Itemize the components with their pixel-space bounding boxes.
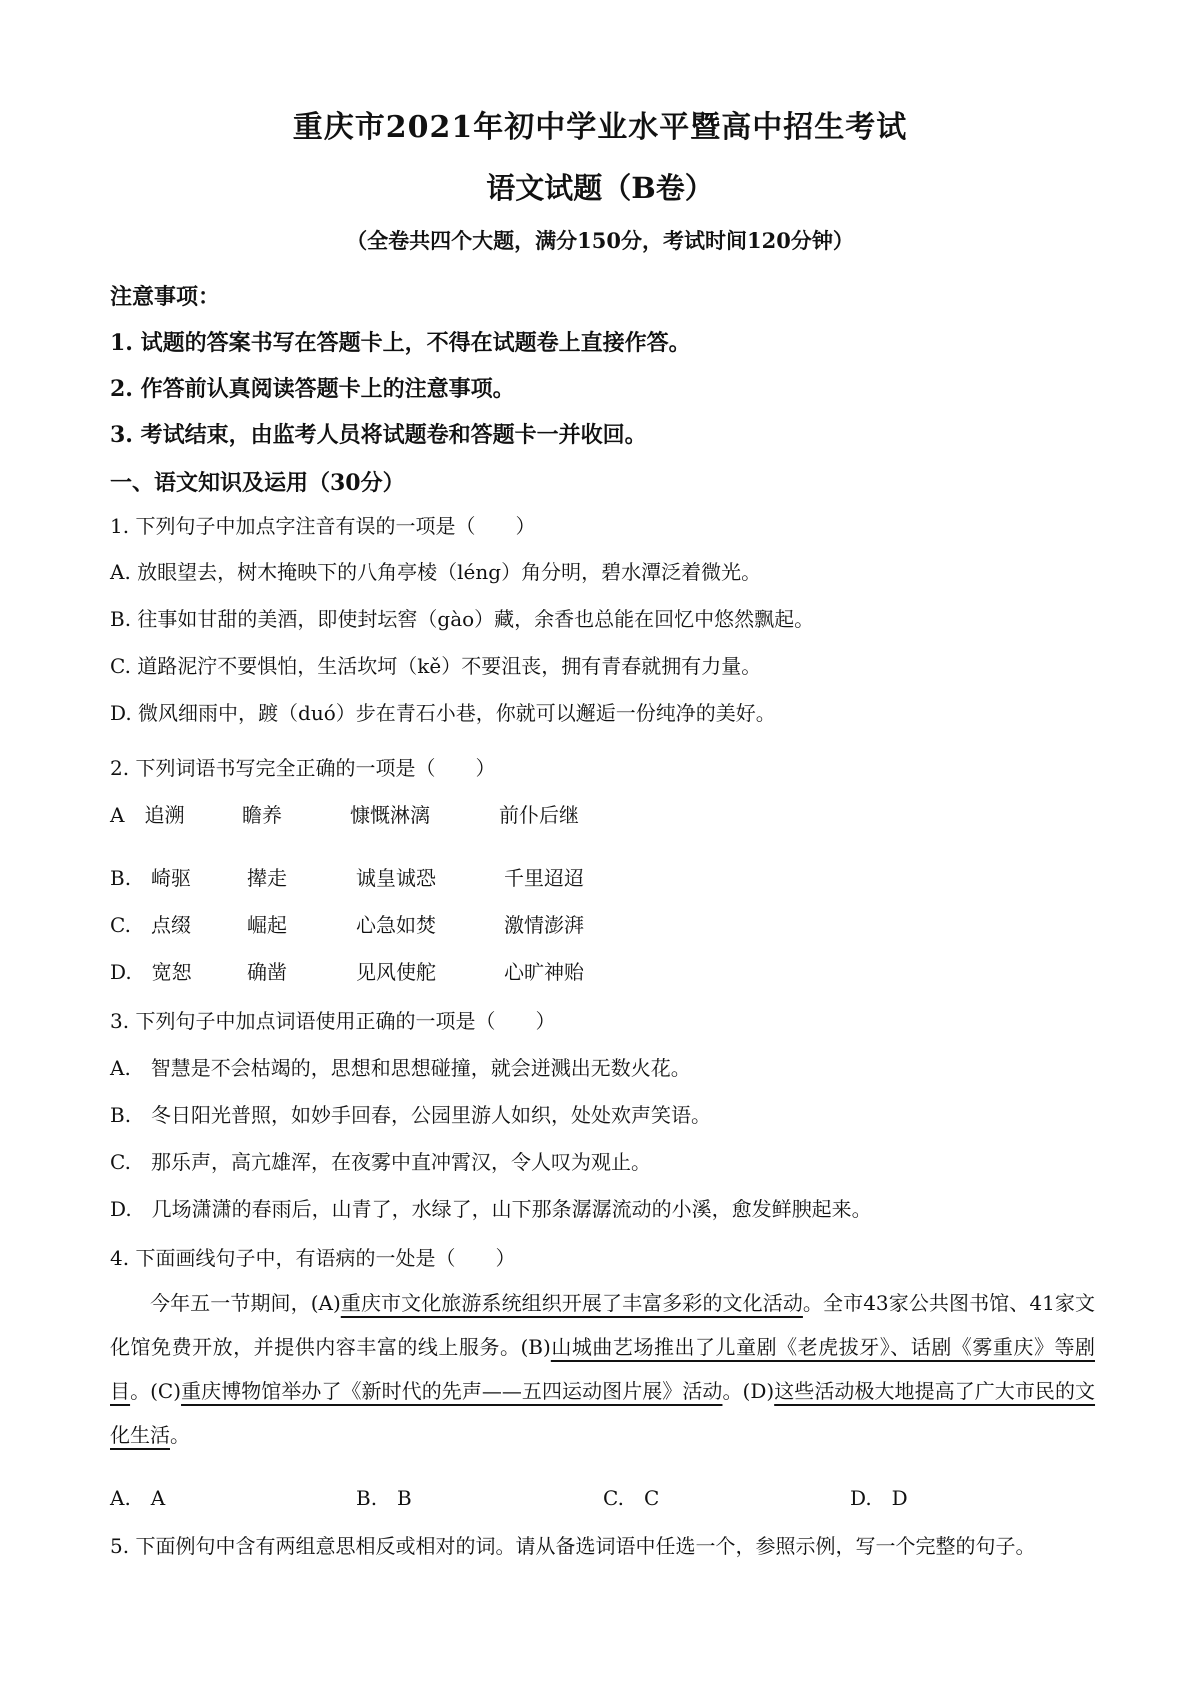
notice-heading: 注意事项： xyxy=(110,284,221,310)
q1-option-b: B. 往事如甘甜的美酒，即使封坛窖（gào）藏，余香也总能在回忆中悠然飘起。 xyxy=(110,607,815,631)
q2-b-3: 诚皇诚恐 xyxy=(356,866,436,890)
q2-a-4: 前仆后继 xyxy=(499,803,579,827)
q2-c-2: 崛起 xyxy=(247,913,287,937)
q2-a-3: 慷慨淋漓 xyxy=(350,803,430,827)
q4-sentence-a: 重庆市文化旅游系统组织开展了丰富多彩的文化活动 xyxy=(340,1291,803,1315)
q3-stem: 3. 下列句子中加点词语使用正确的一项是（ ） xyxy=(110,1009,556,1033)
q4-stem: 4. 下面画线句子中，有语病的一处是（ ） xyxy=(110,1246,516,1270)
exam-subtitle: 语文试题（B卷） xyxy=(486,171,714,205)
notice-item-3: 3. 考试结束，由监考人员将试题卷和答题卡一并收回。 xyxy=(110,422,647,448)
q1-option-a: A. 放眼望去，树木掩映下的八角亭棱（léng）角分明，碧水潭泛着微光。 xyxy=(110,560,762,584)
q2-c-4: 激情澎湃 xyxy=(504,913,584,937)
q2-a-1: A 追溯 xyxy=(110,803,185,827)
q2-d-3: 见风使舵 xyxy=(356,960,436,984)
q4-passage-text-1: 今年五一节期间，(A) xyxy=(150,1291,341,1315)
q2-stem: 2. 下列词语书写完全正确的一项是（ ） xyxy=(110,756,496,780)
q2-b-2: 撵走 xyxy=(247,866,287,890)
notice-item-2: 2. 作答前认真阅读答题卡上的注意事项。 xyxy=(110,376,515,402)
q4-sentence-c: 重庆博物馆举办了《新时代的先声——五四运动图片展》活动 xyxy=(181,1379,723,1403)
notice-item-1: 1. 试题的答案书写在答题卡上，不得在试题卷上直接作答。 xyxy=(110,330,691,356)
q2-c-3: 心急如焚 xyxy=(356,913,436,937)
q4-choice-a: A. A xyxy=(110,1486,166,1510)
q4-sentence-d: 这些活动极大地提高了广大市民的文化生活 xyxy=(110,1379,1096,1447)
q3-option-a: A. 智慧是不会枯竭的，思想和思想碰撞，就会迸溅出无数火花。 xyxy=(110,1056,691,1080)
q4-choice-d: D. D xyxy=(850,1486,908,1510)
q3-option-b: B. 冬日阳光普照，如妙手回春，公园里游人如织，处处欢声笑语。 xyxy=(110,1103,712,1127)
q4-passage-text-5: 。 xyxy=(170,1423,190,1447)
q2-b-4: 千里迢迢 xyxy=(504,866,584,890)
q4-choice-c: C. C xyxy=(603,1486,660,1510)
q2-b-1: B. 崎驱 xyxy=(110,866,192,890)
q3-option-d: D. 几场潇潇的春雨后，山青了，水绿了，山下那条潺潺流动的小溪，愈发鲜腴起来。 xyxy=(110,1197,872,1221)
q4-sentence-b: 山城曲艺场推出了儿童剧《老虎拔牙》、话剧《雾重庆》等剧目 xyxy=(110,1335,1095,1403)
section-heading: 一、语文知识及运用（30分） xyxy=(110,470,405,496)
q2-c-1: C. 点缀 xyxy=(110,913,191,937)
q4-passage-text-3: 。(C) xyxy=(130,1379,182,1403)
q2-a-2: 瞻养 xyxy=(242,803,282,827)
q4-passage-text-4: 。(D) xyxy=(722,1379,775,1403)
q1-option-d: D. 微风细雨中，踱（duó）步在青石小巷，你就可以邂逅一份纯净的美好。 xyxy=(110,701,776,725)
exam-note: （全卷共四个大题，满分150分，考试时间120分钟） xyxy=(346,228,854,253)
q4-choice-b: B. B xyxy=(356,1486,412,1510)
exam-title: 重庆市2021年初中学业水平暨高中招生考试 xyxy=(292,110,908,145)
q2-d-1: D. 宽恕 xyxy=(110,960,192,984)
q2-d-2: 确凿 xyxy=(247,960,287,984)
q3-option-c: C. 那乐声，高亢雄浑，在夜雾中直冲霄汉，令人叹为观止。 xyxy=(110,1150,651,1174)
q1-option-c: C. 道路泥泞不要惧怕，生活坎坷（kě）不要沮丧，拥有青春就拥有力量。 xyxy=(110,654,762,678)
q4-passage xyxy=(110,1281,1095,1457)
q4-passage-text-2: 。全市43家公共图书馆、41家文化馆免费开放，并提供内容丰富的线上服务。(B) xyxy=(110,1291,1095,1359)
q5-stem: 5. 下面例句中含有两组意思相反或相对的词。请从备选词语中任选一个，参照示例，写一个完整的句子。 xyxy=(110,1534,1036,1558)
q2-d-4: 心旷神贻 xyxy=(504,960,584,984)
q1-stem: 1. 下列句子中加点字注音有误的一项是（ ） xyxy=(110,514,536,538)
